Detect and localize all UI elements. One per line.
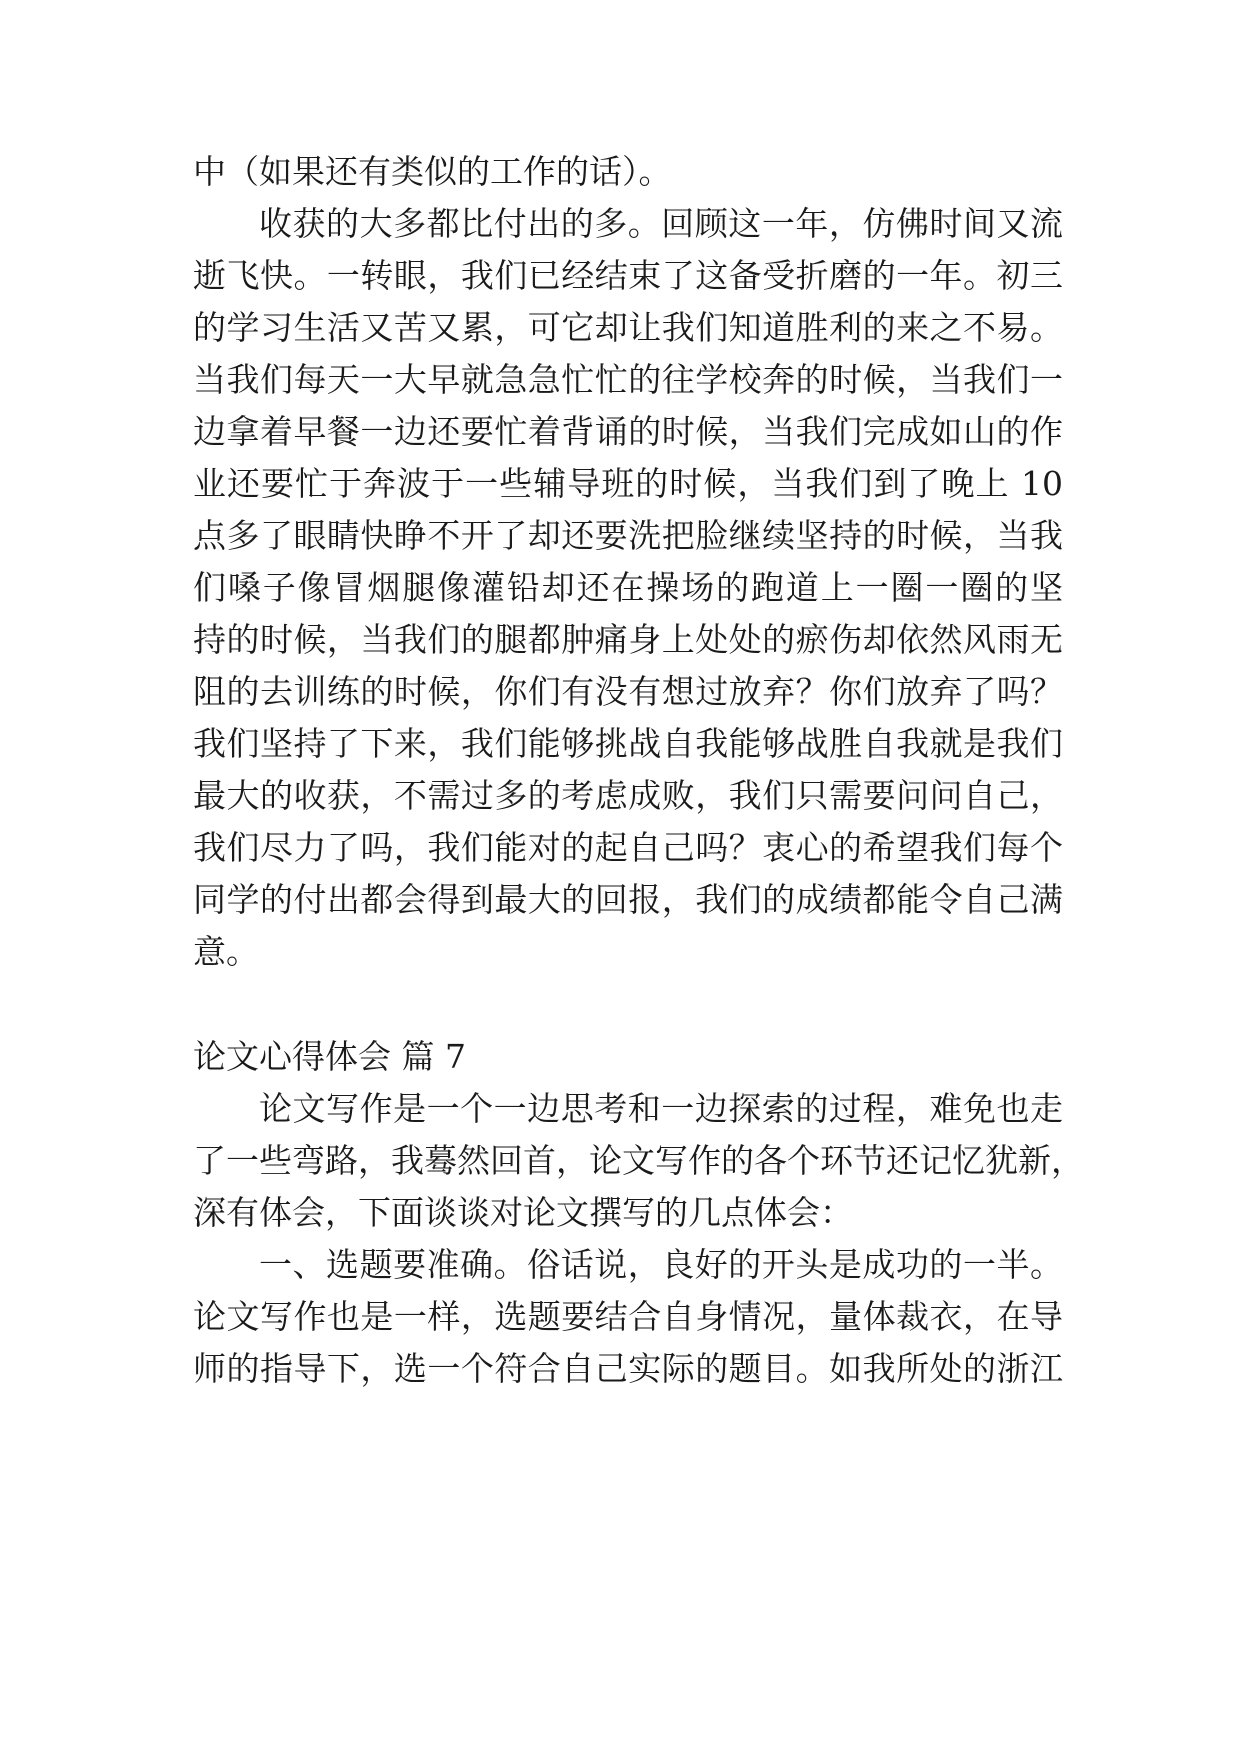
paragraph-line: 逝飞快。一转眼，我们已经结束了这备受折磨的一年。初三 [193, 256, 1063, 295]
paragraph-line: 业还要忙于奔波于一些辅导班的时候，当我们到了晚上 10 [193, 464, 1063, 503]
paragraph-line: 意。 [193, 932, 259, 971]
paragraph-line: 我们坚持了下来，我们能够挑战自我能够战胜自我就是我们 [193, 724, 1063, 763]
paragraph-line: 一、选题要准确。俗话说，良好的开头是成功的一半。 [259, 1245, 1063, 1284]
paragraph-line: 中（如果还有类似的工作的话）。 [193, 152, 672, 191]
paragraph-line: 当我们每天一大早就急急忙忙的往学校奔的时候，当我们一 [193, 360, 1063, 399]
paragraph-line: 论文写作是一个一边思考和一边探索的过程，难免也走 [259, 1089, 1063, 1128]
paragraph-line: 我们尽力了吗，我们能对的起自己吗？衷心的希望我们每个 [193, 828, 1063, 867]
paragraph-line: 论文写作也是一样，选题要结合自身情况，量体裁衣，在导 [193, 1297, 1063, 1336]
paragraph-line: 师的指导下，选一个符合自己实际的题目。如我所处的浙江 [193, 1349, 1063, 1388]
section-heading: 论文心得体会 篇 7 [193, 1037, 466, 1076]
paragraph-line: 同学的付出都会得到最大的回报，我们的成绩都能令自己满 [193, 880, 1063, 919]
paragraph-line: 持的时候，当我们的腿都肿痛身上处处的瘀伤却依然风雨无 [193, 620, 1063, 659]
paragraph-line: 边拿着早餐一边还要忙着背诵的时候，当我们完成如山的作 [193, 412, 1063, 451]
paragraph-line: 最大的收获，不需过多的考虑成败，我们只需要问问自己， [193, 776, 1063, 815]
paragraph-line: 了一些弯路，我蓦然回首，论文写作的各个环节还记忆犹新， [193, 1141, 1084, 1180]
paragraph-line: 点多了眼睛快睁不开了却还要洗把脸继续坚持的时候，当我 [193, 516, 1063, 555]
paragraph-line: 阻的去训练的时候，你们有没有想过放弃？你们放弃了吗？ [193, 672, 1063, 711]
paragraph-line: 们嗓子像冒烟腿像灌铅却还在操场的跑道上一圈一圈的坚 [193, 568, 1063, 607]
paragraph-line: 的学习生活又苦又累，可它却让我们知道胜利的来之不易。 [193, 308, 1063, 347]
paragraph-line: 深有体会，下面谈谈对论文撰写的几点体会： [193, 1193, 853, 1232]
paragraph-line: 收获的大多都比付出的多。回顾这一年，仿佛时间又流 [259, 204, 1063, 243]
